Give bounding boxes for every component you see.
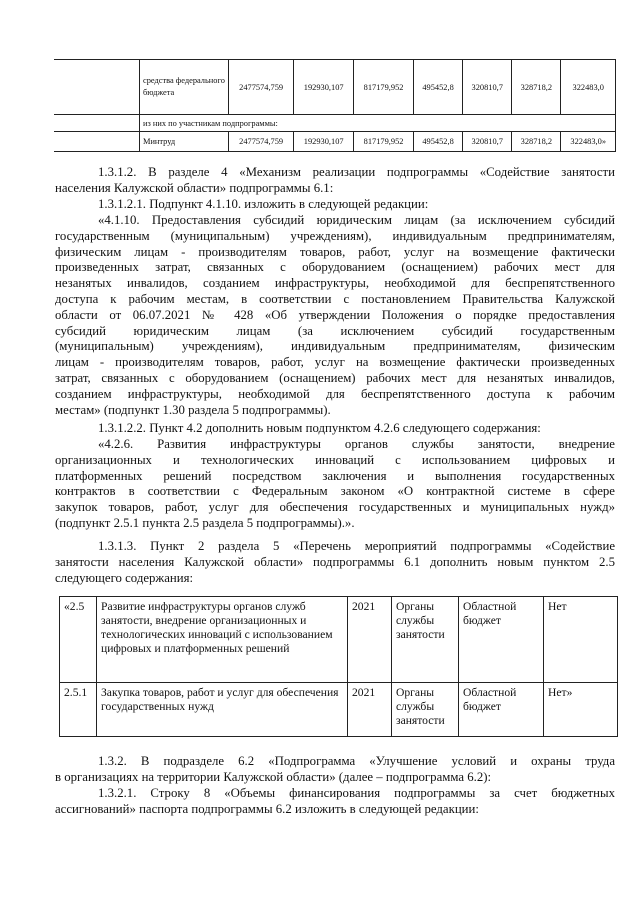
text-line: 1.3.1.3. Пункт 2 раздела 5 «Перечень мероприятий подпрограммы «Содействие [98,539,615,553]
text-line: физическим лицам - производителям товаров, работ, услуг на возмещение фактически [55,244,615,259]
text-line: доступа к рабочим местам, в соответствии с постановлением Правительства Калужской [55,291,615,306]
empty-cell [54,60,140,115]
measure-funding: Областной бюджет [459,597,544,683]
empty-cell [54,115,140,132]
table-row [60,597,618,683]
measure-number: «2.5 [60,597,97,683]
text-line: в организациях на территории Калужской области» (далее – подпрограмма 6.2): [55,769,492,784]
text-line: занятости населения Калужской области» подпрограммы 6.1 дополнить новым пунктом 2.5 [55,554,615,569]
measure-funding: Областной бюджет [459,683,544,737]
text-line: затрат, связанных с оборудованием (оснащением) рабочих мест для незанятых инвалидов, [55,370,615,385]
value-cell: 2477574,759 [229,60,294,115]
table-row [54,115,616,132]
empty-cell [54,132,140,152]
row-label: из них по участникам подпрограммы: [140,115,616,132]
paragraph-1-3-2-1 [55,786,615,818]
text-line: платформенных решений посредством заключения и выполнения государственных [55,468,615,483]
paragraph-1-3-1-2 [55,165,615,197]
text-line: созданием инфраструктуры, необходимой для беспрепятственного доступа к рабочим [55,386,615,401]
text-line: лицам - производителям товаров, работ, услуг на возмещение фактически произведенных [55,355,615,370]
row-label: средства федерального бюджета [140,60,229,115]
text-line: контрактов в соответствии с Федеральным законом «О контрактной системе в сфере [55,484,615,499]
text-line: незанятых инвалидов, созданием инфраструктуры, необходимой для беспрепятственного [55,276,615,291]
text-line: местам» (подпункт 1.30 раздела 5 подпрограммы). [55,402,331,417]
table-row [60,683,618,737]
value-cell: 817179,952 [354,60,414,115]
paragraph-4-2-6 [55,437,615,532]
paragraph-1-3-1-3 [55,539,615,586]
value-cell: 192930,107 [294,60,354,115]
text-line: субсидий юридическим лицам (за исключением субсидий государственным [55,323,615,338]
text-line: области от 06.07.2021 № 428 «Об утверждении Положения о порядке предоставления [55,307,615,322]
value-cell: 322483,0» [561,132,616,152]
value-cell: 322483,0 [561,60,616,115]
measure-number: 2.5.1 [60,683,97,737]
measure-executor: Органы службы занятости [392,597,459,683]
text-line: следующего содержания: [55,570,194,585]
value-cell: 328718,2 [512,132,561,152]
text-line: 1.3.2.1. Строку 8 «Объемы финансирования подпрограммы за счет бюджетных [98,786,615,800]
text-line: закупок товаров, работ, услуг для обеспечения государственных и муниципальных нужд» [55,500,615,515]
value-cell: 328718,2 [512,60,561,115]
text-line: 1.3.1.2. В разделе 4 «Механизм реализации подпрограммы «Содействие занятости [98,165,615,179]
measure-flag: Нет» [544,683,618,737]
measure-text: Развитие инфраструктуры органов служб занятости, внедрение организационных и технологических инноваций с использованием цифровых и платформенных решений [97,597,348,683]
measure-year: 2021 [348,597,392,683]
text-line: ассигнований» паспорта подпрограммы 6.2 изложить в следующей редакции: [55,801,479,816]
text-line: произведенных затрат, связанных с оборудованием (оснащением) рабочих мест для [55,260,615,275]
paragraph-4-1-10 [55,213,615,418]
measure-year: 2021 [348,683,392,737]
value-cell: 817179,952 [354,132,414,152]
text-line: «4.2.6. Развития инфраструктуры органов службы занятости, внедрение [98,437,615,451]
value-cell: 320810,7 [463,132,512,152]
text-line: 1.3.2. В подразделе 6.2 «Подпрограмма «Улучшение условий и охраны труда [98,754,615,768]
value-cell: 192930,107 [294,132,354,152]
paragraph-1-3-2 [55,754,615,786]
measure-text: Закупка товаров, работ и услуг для обеспечения государственных нужд [97,683,348,737]
paragraph-1-3-1-2-2 [55,421,615,437]
text-line: (муниципальным) учреждениям), индивидуальным предпринимателям, физическим [55,339,615,354]
value-cell: 2477574,759 [229,132,294,152]
value-cell: 320810,7 [463,60,512,115]
text-line: 1.3.1.2.2. Пункт 4.2 дополнить новым подпунктом 4.2.6 следующего содержания: [98,421,541,435]
text-line: 1.3.1.2.1. Подпункт 4.1.10. изложить в следующей редакции: [98,197,429,211]
row-label: Минтруд [140,132,229,152]
text-line: населения Калужской области» подпрограммы 6.1: [55,180,334,195]
measures-table [59,596,618,737]
text-line: государственным (муниципальным) учреждениям), индивидуальным предпринимателям, [55,228,615,243]
table-row [54,60,616,115]
measure-flag: Нет [544,597,618,683]
text-line: (подпункт 2.5.1 пункта 2.5 раздела 5 подпрограммы).». [55,515,355,530]
value-cell: 495452,8 [413,60,462,115]
text-line: «4.1.10. Предоставления субсидий юридическим лицам (за исключением субсидий [98,213,615,227]
paragraph-1-3-1-2-1 [55,197,615,213]
budget-table-fragment [54,59,616,152]
value-cell: 495452,8 [413,132,462,152]
text-line: организационных и технологических инноваций с использованием цифровых и [55,452,615,467]
table-row [54,132,616,152]
measure-executor: Органы службы занятости [392,683,459,737]
